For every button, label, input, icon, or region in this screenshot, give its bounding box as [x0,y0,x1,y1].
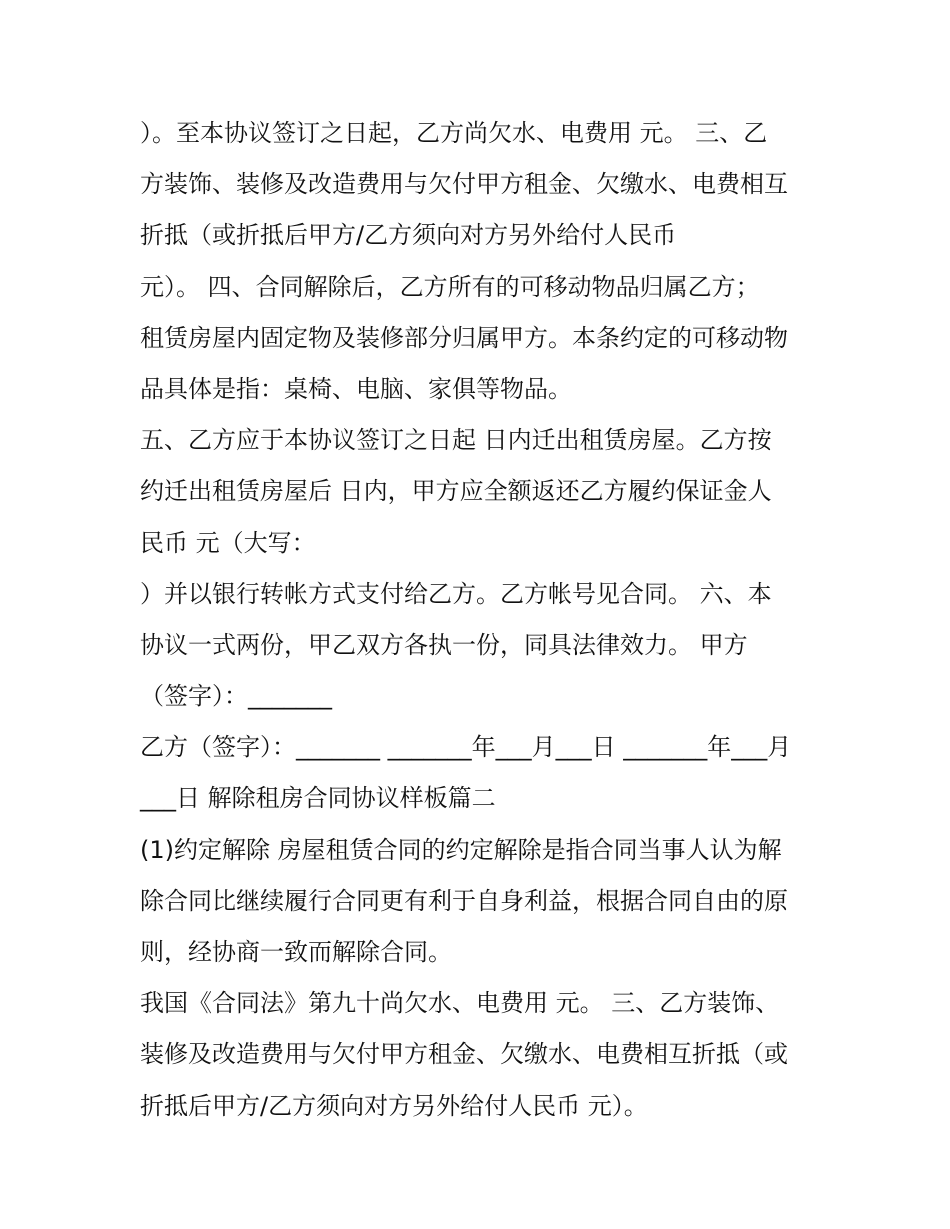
text-line: 折抵（或折抵后甲方/乙方须向对方另外给付人民币 [140,221,677,250]
section-heading-line: ___日 解除租房合同协议样板篇二 [140,784,496,813]
signature-line-party-a: （签字）：_______ [140,682,332,711]
text-line: 品具体是指：桌椅、电脑、家俱等物品。 [140,374,572,403]
text-line: 折抵后甲方/乙方须向对方另外给付人民币 元）。 [140,1091,648,1120]
text-line: 装修及改造费用与欠付甲方租金、欠缴水、电费相互折抵（或 [140,1040,788,1069]
text-line: 元）。 四、合同解除后，乙方所有的可移动物品归属乙方； [140,272,760,301]
signature-line-party-b: 乙方（签字）：_______ _______年___月___日 _______年___月 [140,733,792,762]
text-line: 方装饰、装修及改造费用与欠付甲方租金、欠缴水、电费相互 [140,170,788,199]
text-line: 五、乙方应于本协议签订之日起 日内迁出租赁房屋。乙方按 [140,426,772,455]
text-line: 民币 元（大写： [140,528,316,557]
text-line: ）。至本协议签订之日起，乙方尚欠水、电费用 元。 三、乙 [140,119,768,147]
text-line: 除合同比继续履行合同更有利于自身利益，根据合同自由的原 [140,886,788,915]
text-line: 协议一式两份，甲乙双方各执一份，同具法律效力。 甲方 [140,630,748,659]
document-body [140,108,820,1132]
text-line: 则，经协商一致而解除合同。 [140,938,452,966]
text-line: 约迁出租赁房屋后 日内，甲方应全额返还乙方履约保证金人 [140,477,772,506]
text-line: 租赁房屋内固定物及装修部分归属甲方。本条约定的可移动物 [140,323,788,352]
text-line: (1)约定解除 房屋租赁合同的约定解除是指合同当事人认为解 [140,835,782,864]
text-line: ）并以银行转帐方式支付给乙方。乙方帐号见合同。 六、本 [140,579,772,608]
text-line: 我国《合同法》第九十尚欠水、电费用 元。 三、乙方装饰、 [140,989,780,1018]
